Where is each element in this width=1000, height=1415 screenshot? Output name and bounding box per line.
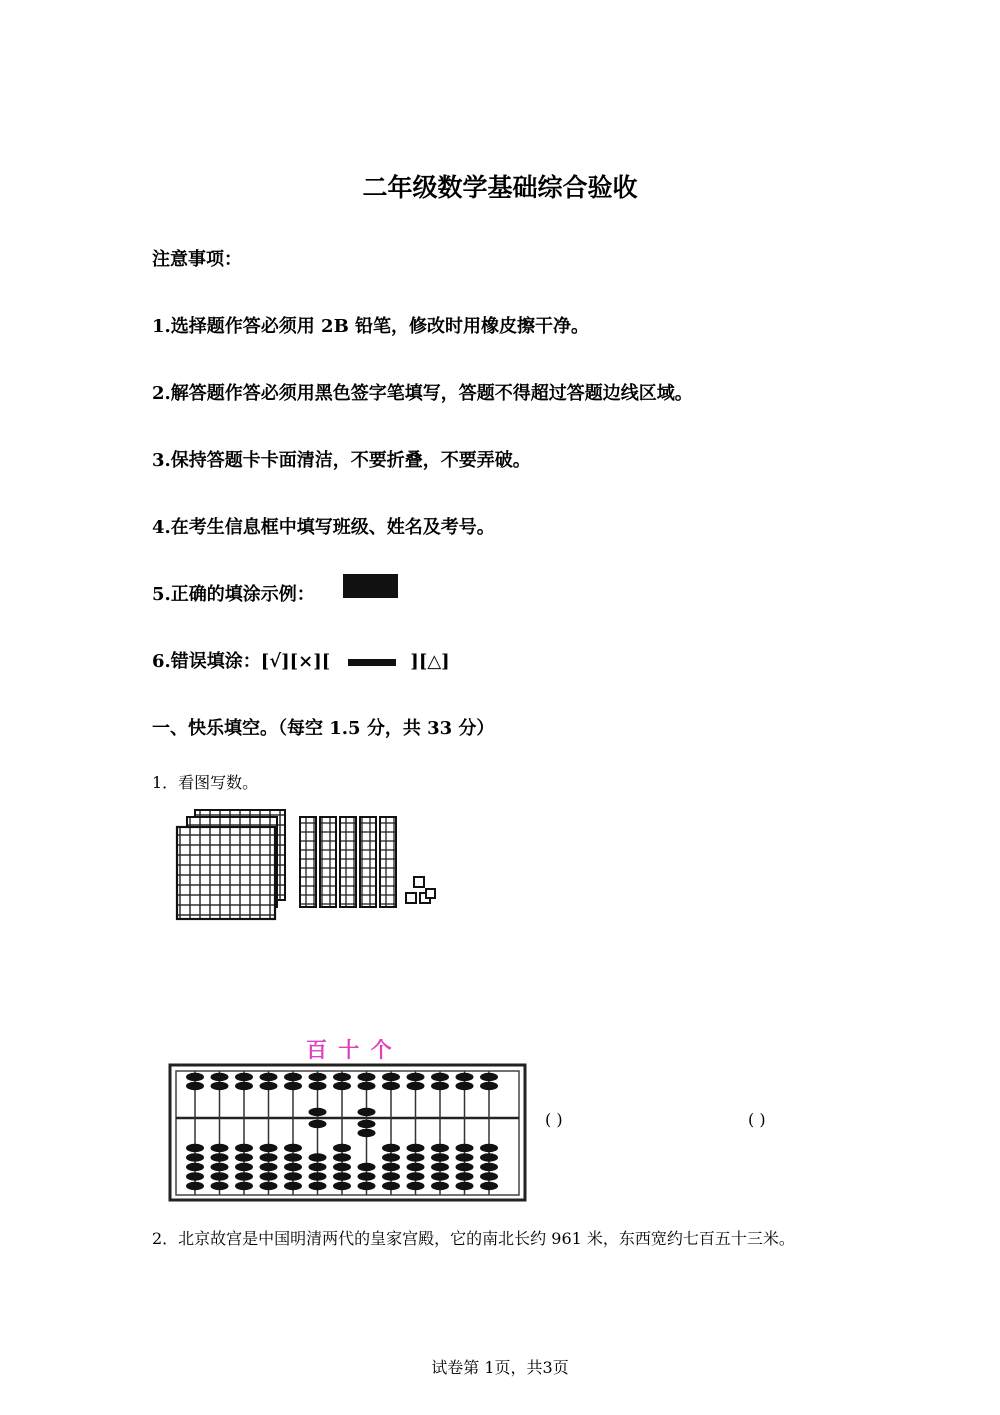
abacus-bead [284,1163,302,1171]
abacus-bead [211,1073,229,1081]
abacus-bead [309,1182,327,1190]
abacus-bead [284,1153,302,1161]
abacus-bead [358,1082,376,1090]
abacus-bead [260,1144,278,1152]
abacus-bead [333,1182,351,1190]
abacus-bead [456,1172,474,1180]
page-title: 二年级数学基础综合验收 [362,173,638,202]
abacus-bead [407,1182,425,1190]
abacus-bead [235,1163,253,1171]
abacus-bead [456,1182,474,1190]
abacus-bead [309,1163,327,1171]
base-ten-blocks-image [170,805,445,925]
abacus-bead [456,1073,474,1081]
abacus-bead [431,1082,449,1090]
abacus-bead [407,1153,425,1161]
abacus-bead [431,1182,449,1190]
abacus-bead [333,1082,351,1090]
notice-item-5 [152,580,315,606]
abacus-bead [358,1073,376,1081]
answer-blank-left[interactable]: ( ) [545,1110,563,1129]
abacus-bead [235,1182,253,1190]
abacus-bead [358,1163,376,1171]
abacus-bead [186,1073,204,1081]
abacus-bead [431,1172,449,1180]
abacus-bead [235,1073,253,1081]
abacus-bead [407,1163,425,1171]
abacus-bead [235,1153,253,1161]
abacus-bead [309,1073,327,1081]
abacus-bead [358,1108,376,1116]
abacus-bead [456,1144,474,1152]
notice-item-6 [152,647,450,673]
abacus-bead [211,1163,229,1171]
abacus-bead [260,1153,278,1161]
abacus-bead [333,1153,351,1161]
abacus-bead [284,1182,302,1190]
abacus-bead [309,1120,327,1128]
unit-cubes [406,877,435,903]
abacus-bead [431,1163,449,1171]
abacus-bead [235,1144,253,1152]
abacus-bead [284,1082,302,1090]
abacus-image [165,1060,530,1205]
abacus-bead [186,1182,204,1190]
abacus-bead [382,1182,400,1190]
abacus-bead [284,1144,302,1152]
abacus-bead [211,1144,229,1152]
abacus-bead [333,1172,351,1180]
abacus-bead [211,1172,229,1180]
abacus-bead [260,1163,278,1171]
abacus-bead [211,1082,229,1090]
notice-item-2: 2.解答题作答必须用黑色签字笔填写，答题不得超过答题边线区域。 [152,383,693,404]
notice-item-3: 3.保持答题卡卡面清洁，不要折叠，不要弄破。 [152,450,531,471]
abacus-bead [260,1082,278,1090]
notice-item-4: 4.在考生信息框中填写班级、姓名及考号。 [152,517,495,538]
abacus-bead [211,1182,229,1190]
notice-item-5-label: 5.正确的填涂示例： [152,584,315,605]
abacus-bead [407,1172,425,1180]
abacus-bead [186,1163,204,1171]
wrong-marks-suffix: ][△] [410,651,450,672]
abacus-bead [260,1073,278,1081]
abacus-bead [431,1144,449,1152]
abacus-bead [480,1153,498,1161]
question-2: 2．北京故宫是中国明清两代的皇家宫殿，它的南北长约 961 米，东西宽约七百五十三米。 [152,1229,795,1248]
answer-blank-right[interactable]: ( ) [748,1110,766,1129]
abacus-bead [431,1153,449,1161]
hundred-flat-1 [177,827,275,919]
abacus-bead [480,1163,498,1171]
abacus-bead [480,1082,498,1090]
abacus-bead [382,1163,400,1171]
abacus-bead [382,1073,400,1081]
abacus-bead [480,1172,498,1180]
page-footer: 试卷第 1页，共3页 [431,1358,569,1377]
abacus-bead [333,1073,351,1081]
abacus-bead [235,1082,253,1090]
wrong-fill-bar [348,659,396,666]
abacus-bead [480,1144,498,1152]
abacus-bead [480,1073,498,1081]
ten-rods [300,817,396,907]
abacus-bead [358,1120,376,1128]
notice-heading: 注意事项： [152,249,242,270]
abacus-bead [407,1082,425,1090]
abacus-bead [382,1082,400,1090]
abacus-bead [358,1172,376,1180]
abacus-bead [333,1144,351,1152]
abacus-bead [309,1172,327,1180]
wrong-marks-prefix: [√][×][ [260,651,331,672]
section1-heading: 一、快乐填空。（每空 1.5 分，共 33 分） [152,718,495,739]
notice-item-1: 1.选择题作答必须用 2B 铅笔，修改时用橡皮擦干净。 [152,316,590,337]
abacus-bead [358,1129,376,1137]
abacus-bead [456,1153,474,1161]
question-1: 1．看图写数。 [152,773,259,792]
abacus-bead [382,1172,400,1180]
abacus-bead [235,1172,253,1180]
notice-item-6-label: 6.错误填涂： [152,651,261,672]
abacus-bead [407,1073,425,1081]
abacus-bead [456,1082,474,1090]
correct-fill-swatch [343,574,398,598]
abacus-bead [284,1073,302,1081]
abacus-bead [480,1182,498,1190]
abacus-bead [358,1182,376,1190]
abacus-bead [211,1153,229,1161]
abacus-bead [260,1172,278,1180]
abacus-bead [284,1172,302,1180]
abacus-bead [186,1082,204,1090]
abacus-bead [407,1144,425,1152]
abacus-label: 百 十 个 [306,1038,394,1062]
abacus-bead [333,1163,351,1171]
abacus-bead [186,1153,204,1161]
abacus-bead [186,1172,204,1180]
abacus-bead [456,1163,474,1171]
abacus-bead [260,1182,278,1190]
abacus-bead [309,1108,327,1116]
abacus-bead [382,1144,400,1152]
abacus-bead [186,1144,204,1152]
abacus-bead [309,1153,327,1161]
abacus-bead [431,1073,449,1081]
abacus-bead [309,1082,327,1090]
abacus-bead [382,1153,400,1161]
